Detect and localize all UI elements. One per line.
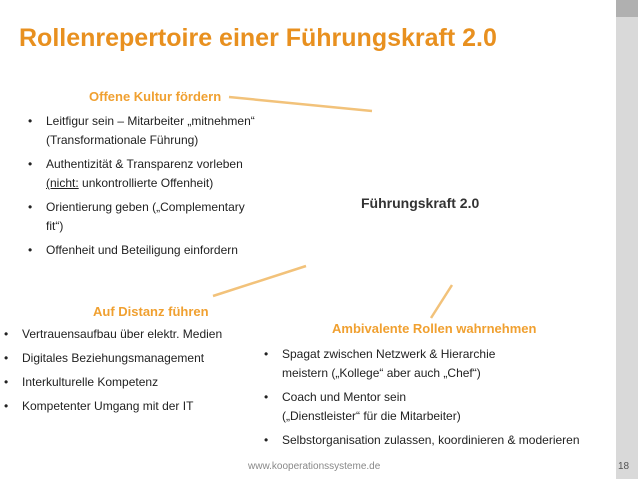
list-ambivalente-rollen [262,345,580,455]
list-item [262,345,580,383]
list-item-line: • Vertrauensaufbau über elektr. Medien [22,327,223,341]
list-item-line: (Transformationale Führung) [46,133,199,147]
list-item-line: • Orientierung geben („Complementary [46,200,245,214]
list-item-line [46,174,255,193]
list-item-line: fit“) [46,219,64,233]
list-item [2,373,222,392]
list-auf-distanz [2,325,222,421]
underlined-text: (nicht: [46,176,79,190]
connector-line-offene [229,97,372,111]
heading-auf-distanz: Auf Distanz führen [93,304,209,319]
connector-line-distanz [213,266,306,296]
list-item [2,349,222,368]
list-item-line: • Interkulturelle Kompetenz [22,375,159,389]
list-item-line: • Selbstorganisation zulassen, koordinieren & moderieren [282,433,580,447]
list-item [26,155,255,193]
list-item [26,198,255,236]
page-number: 18 [618,461,630,472]
footer-url: www.kooperationssysteme.de [248,461,381,472]
list-item [2,397,222,416]
heading-ambivalente-rollen: Ambivalente Rollen wahrnehmen [332,321,537,336]
list-item-line: • Kompetenter Umgang mit der IT [22,399,194,413]
list-item-line: meistern („Kollege“ aber auch „Chef“) [282,366,481,380]
list-item [26,241,255,260]
list-item-line: • Digitales Beziehungsmanagement [22,351,205,365]
heading-offene-kultur: Offene Kultur fördern [89,89,222,104]
center-label: Führungskraft 2.0 [361,195,480,211]
list-item-line: • Coach und Mentor sein [282,390,407,404]
list-offene-kultur [26,112,255,265]
list-item-line: • Leitfigur sein – Mitarbeiter „mitnehmen“ [46,114,255,128]
connector-line-ambivalent [431,285,452,318]
list-item-line: („Dienstleister“ für die Mitarbeiter) [282,409,461,423]
list-item [26,112,255,150]
list-item-line: • Spagat zwischen Netzwerk & Hierarchie [282,347,496,361]
list-item-line: • Offenheit und Beteiligung einfordern [46,243,238,257]
list-item [262,431,580,450]
list-item [262,388,580,426]
list-item [2,325,222,344]
slide-title: Rollenrepertoire einer Führungskraft 2.0 [19,24,497,52]
list-item-text: unkontrollierte Offenheit) [78,176,214,190]
list-item-line: • Authentizität & Transparenz vorleben [46,157,243,171]
